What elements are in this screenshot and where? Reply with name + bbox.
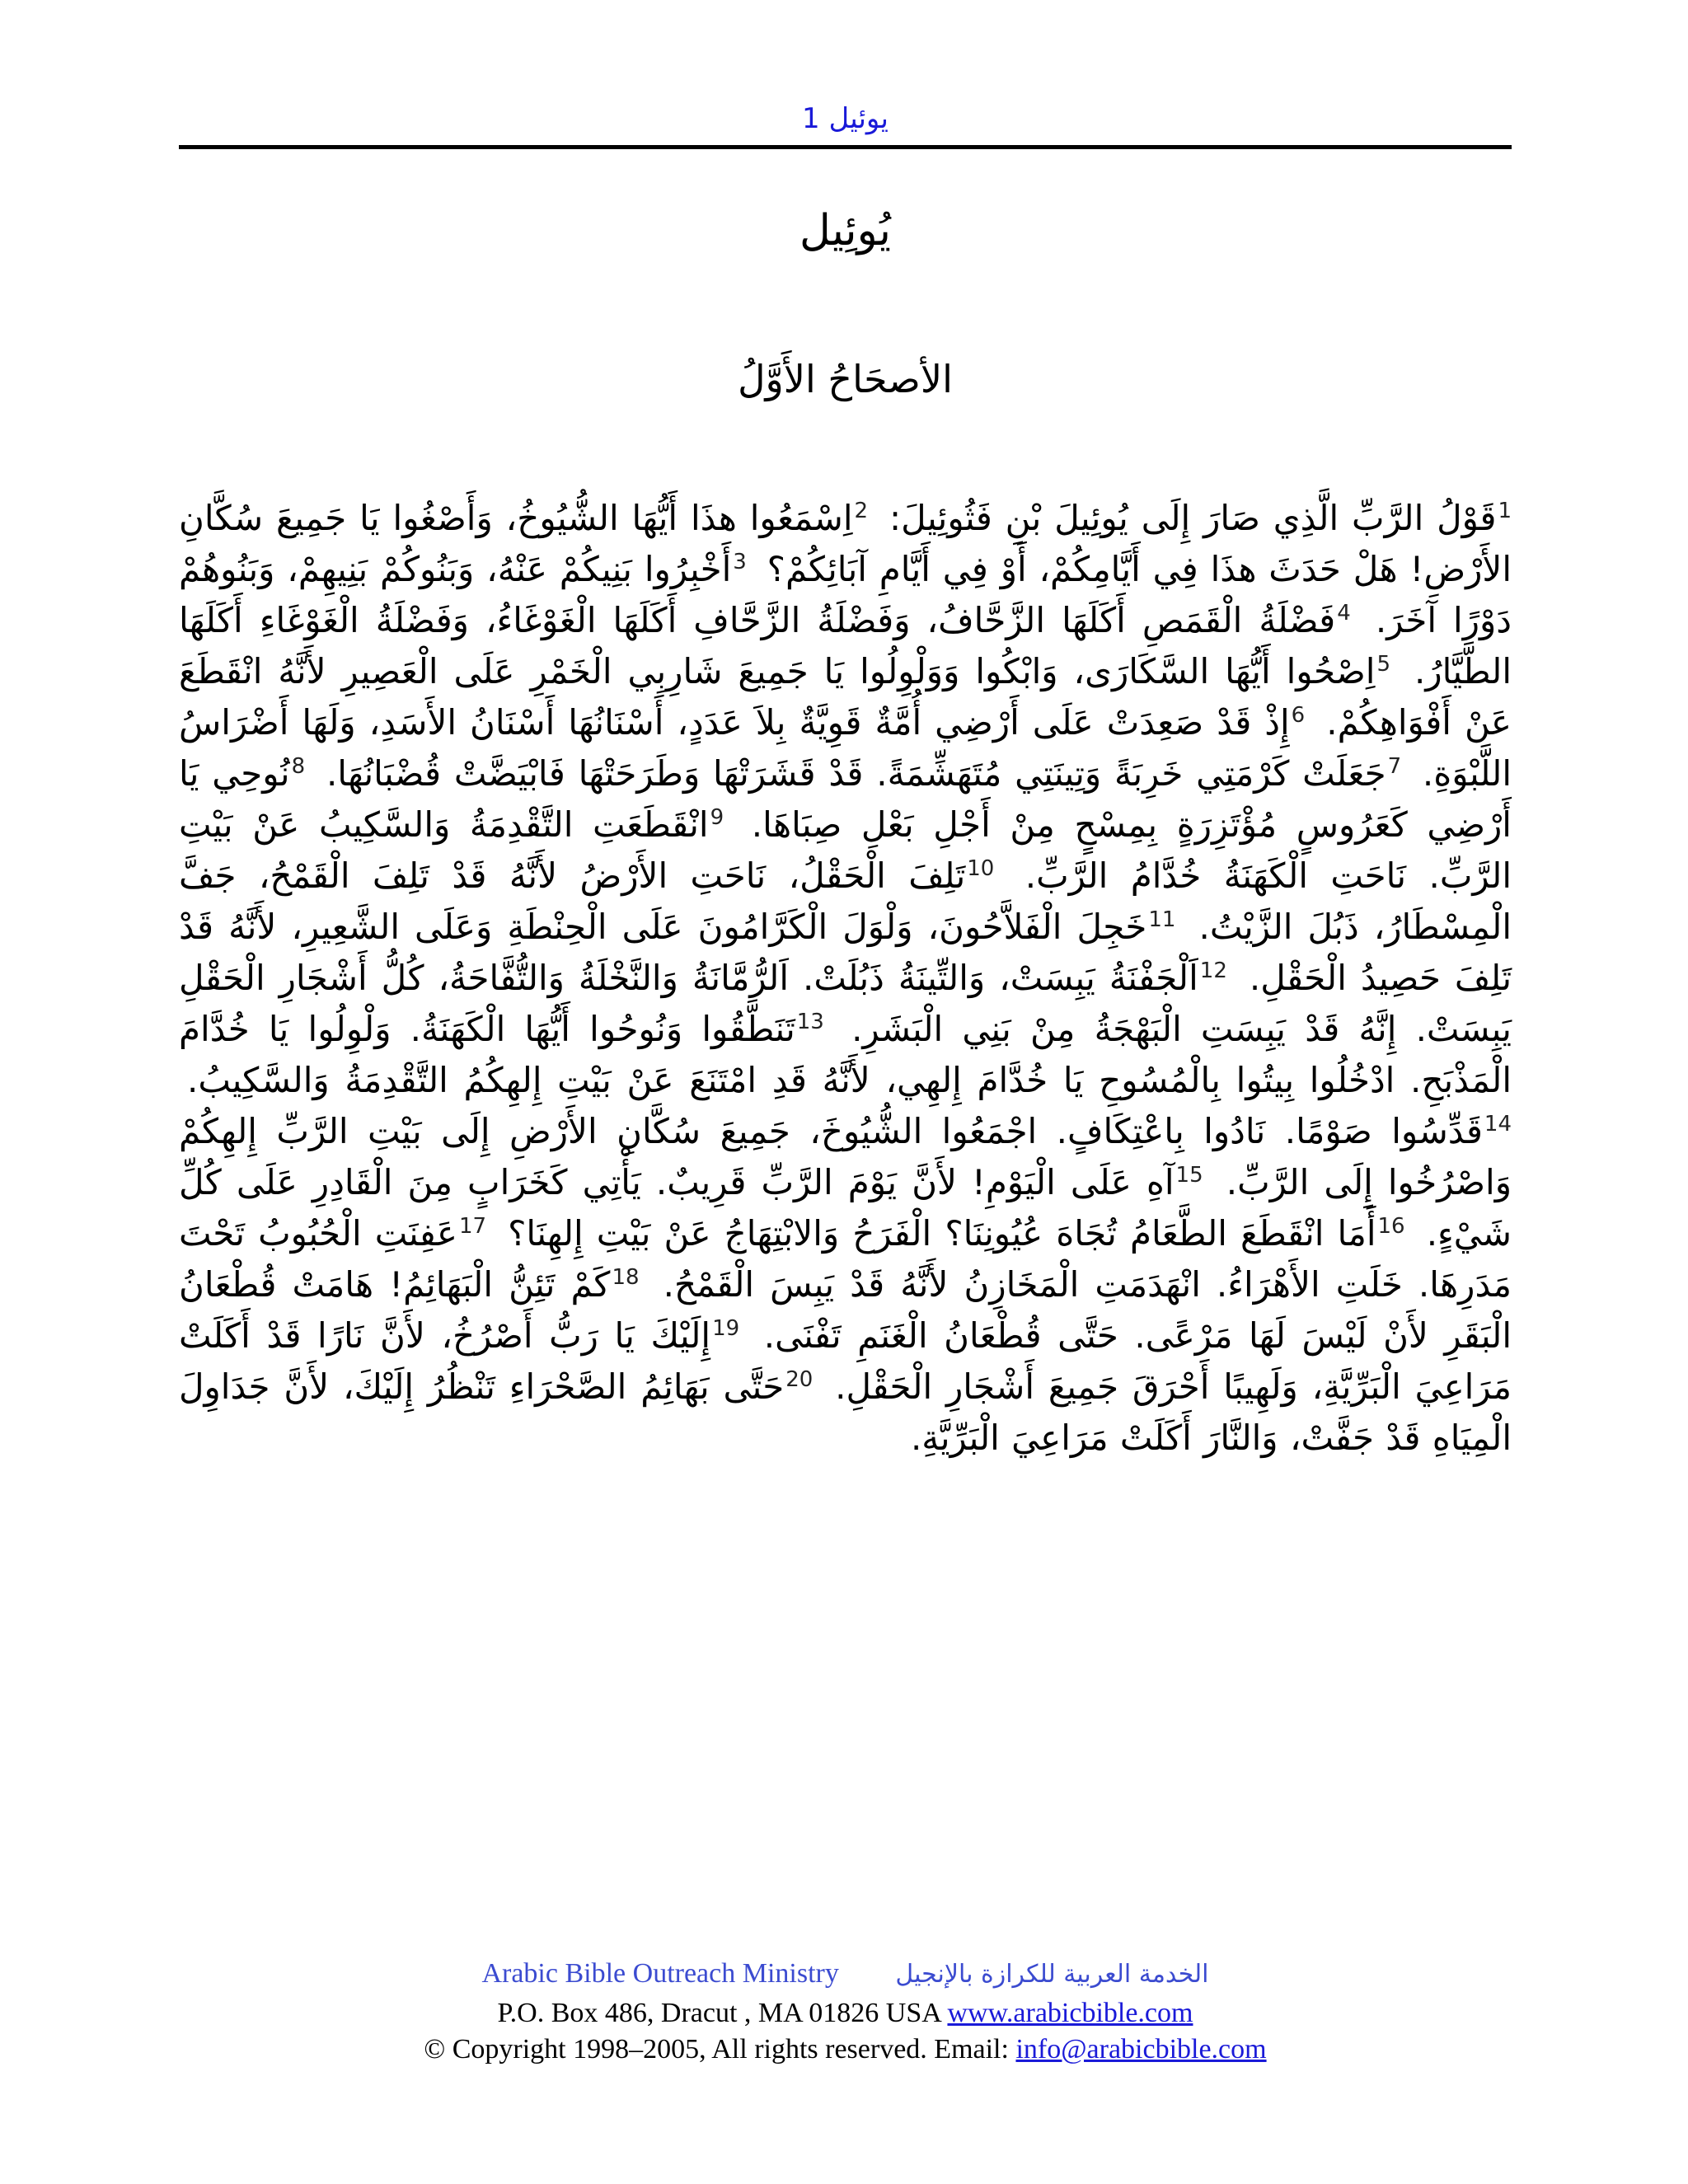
verse-text: عَفِنَتِ الْحُبُوبُ تَحْتَ مَدَرِهَا. خَلَتِ الأَهْرَاءُ. انْهَدَمَتِ الْمَخَازِنُ لأَنَّهُ قَدْ يَبِسَ الْقَمْحُ. [179, 1213, 1512, 1305]
verse-text: حَتَّى بَهَائِمُ الصَّحْرَاءِ تَنْظُرُ إِلَيْكَ، لأَنَّ جَدَاوِلَ الْمِيَاهِ قَدْ جَفَّتْ، وَالنَّارَ أَكَلَتْ مَرَاعِيَ الْبَرِّيَّةِ. [179, 1366, 1512, 1458]
running-header: يوئيل 1 [802, 102, 889, 135]
verse-number: 7 [1387, 754, 1402, 779]
website-link[interactable]: www.arabicbible.com [947, 1998, 1193, 2028]
verse-number: 8 [291, 754, 306, 779]
verse-text: كَمْ تَئِنُّ الْبَهَائِمُ! هَامَتْ قُطْعَانُ الْبَقَرِ لأَنْ لَيْسَ لَهَا مَرْعًى. حَتَّى قُطْعَانُ الْغَنَمِ تَفْنَى. [179, 1264, 1512, 1356]
header-divider [179, 145, 1512, 149]
verse-text: تَلِفَ الْحَقْلُ، نَاحَتِ الأَرْضُ لأَنَّهُ قَدْ تَلِفَ الْقَمْحُ، جَفَّ الْمِسْطَارُ، ذَبُلَ الزَّيْتُ. [179, 855, 1512, 947]
verse-number: 13 [796, 1010, 824, 1034]
verse-number: 18 [612, 1265, 640, 1290]
verse-text: آهِ عَلَى الْيَوْمِ! لأَنَّ يَوْمَ الرَّبِّ قَرِيبٌ. يَأْتِي كَخَرَابٍ مِنَ الْقَادِرِ عَلَى كُلِّ شَيْءٍ. [179, 1162, 1512, 1254]
verse-text: إِلَيْكَ يَا رَبُّ أَصْرُخُ، لأَنَّ نَارًا قَدْ أَكَلَتْ مَرَاعِيَ الْبَرِّيَّةِ، وَلَهِيبًا أَحْرَقَ جَمِيعَ أَشْجَارِ الْحَقْلِ. [179, 1315, 1512, 1407]
copyright-text: © Copyright 1998–2005, All rights reserved. Email: [424, 2034, 1009, 2064]
verse-text: اِسْمَعُوا هذَا أَيُّهَا الشُّيُوخُ، وَأَصْغُوا يَا جَمِيعَ سُكَّانِ الأَرْضِ! هَلْ حَدَثَ هذَا فِي أَيَّامِكُمْ، أَوْ فِي أَيَّامِ آبَائِكُمْ؟ [179, 498, 1512, 589]
verse [318, 753, 1401, 794]
verse [499, 1213, 1404, 1254]
verse-text: تَنَطَّقُوا وَنُوحُوا أَيُّهَا الْكَهَنَةُ. وَلْوِلُوا يَا خُدَّامَ الْمَذْبَحِ. ادْخُلُوا بِيتُوا بِالْمُسُوحِ يَا خُدَّامَ إِلهِي، لأَنَّهُ قَدِ امْتَنَعَ عَنْ بَيْتِ إِلهِكُمُ التَّقْدِمَةُ وَالسَّكِيبُ. [179, 1009, 1512, 1100]
verse-text: نُوحِي يَا أَرْضِي كَعَرُوسٍ مُؤْتَزِرَةٍ بِمِسْحٍ مِنْ أَجْلِ بَعْلِ صِبَاهَا. [179, 753, 1512, 845]
verse-number: 6 [1291, 703, 1306, 728]
book-title: يُوئِيل [799, 206, 891, 255]
verse-text: اَلْجَفْنَةُ يَبِسَتْ، وَالتِّينَةُ ذَبُلَتْ. اَلرُّمَّانَةُ وَالنَّخْلَةُ وَالتُّفَّاحَةُ، كُلُّ أَشْجَارِ الْحَقْلِ يَبِسَتْ. إِنَّهُ قَدْ يَبِسَتِ الْبَهْجَةُ مِنْ بَنِي الْبَشَرِ. [179, 958, 1512, 1049]
verse-number: 3 [733, 550, 747, 574]
postal-address: P.O. Box 486, Dracut , MA 01826 USA [497, 1998, 940, 2028]
footer-copyright-line [179, 2032, 1512, 2068]
verse-number: 11 [1148, 907, 1176, 932]
verse-text: انْقَطَعَتِ التَّقْدِمَةُ وَالسَّكِيبُ عَنْ بَيْتِ الرَّبِّ. نَاحَتِ الْكَهَنَةُ خُدَّامُ الرَّبِّ. [179, 804, 1512, 896]
verse-text: قَدِّسُوا صَوْمًا. نَادُوا بِاعْتِكَافٍ. اجْمَعُوا الشُّيُوخَ، جَمِيعَ سُكَّانِ الأَرْضِ إِلَى بَيْتِ الرَّبِّ إِلهِكُمْ وَاصْرُخُوا إِلَى الرَّبِّ. [179, 1111, 1512, 1202]
verse-number: 9 [710, 805, 724, 830]
org-name-english: Arabic Bible Outreach Ministry [481, 1958, 839, 1989]
verse-number: 10 [967, 856, 995, 881]
footer-address-line [179, 1995, 1512, 2032]
verse-text: قَوْلُ الرَّبِّ الَّذِي صَارَ إِلَى يُوئِيلَ بْنِ فَثُوئِيلَ: [889, 498, 1497, 538]
verse-text: أَمَا انْقَطَعَ الطَّعَامُ تُجَاهَ عُيُونِنَا؟ الْفَرَحُ وَالابْتِهَاجُ عَنْ بَيْتِ إِلهِنَا؟ [508, 1213, 1376, 1254]
verse-text: أَخْبِرُوا بَنِيكُمْ عَنْهُ، وَبَنُوكُمْ بَنِيهِمْ، وَبَنُوهُمْ دَوْرًا آخَرَ. [179, 549, 1512, 640]
verse-number: 12 [1199, 958, 1227, 983]
verse-number: 16 [1377, 1214, 1405, 1239]
verse-number: 14 [1484, 1112, 1512, 1137]
verse-number: 17 [458, 1214, 487, 1239]
verse-number: 5 [1376, 652, 1390, 677]
verse-number: 15 [1175, 1163, 1203, 1188]
verse-number: 4 [1337, 601, 1351, 626]
verse [881, 498, 1512, 538]
verse-text: اِصْحُوا أَيُّهَا السَّكَارَى، وَابْكُوا وَوَلْوِلُوا يَا جَمِيعَ شَارِبِي الْخَمْرِ عَلَى الْعَصِيرِ لأَنَّهُ انْقَطَعَ عَنْ أَفْوَاهِكُمْ. [179, 651, 1512, 743]
verse-number: 1 [1498, 499, 1512, 523]
verse-text: خَجِلَ الْفَلاَّحُونَ، وَلْوَلَ الْكَرَّامُونَ عَلَى الْحِنْطَةِ وَعَلَى الشَّعِيرِ، لأَنَّهُ قَدْ تَلِفَ حَصِيدُ الْحَقْلِ. [179, 907, 1512, 998]
verse-text: فَضْلَةُ الْقَمَصِ أَكَلَهَا الزَّحَّافُ، وَفَضْلَةُ الزَّحَّافِ أَكَلَهَا الْغَوْغَاءُ، وَفَضْلَةُ الْغَوْغَاءِ أَكَلَهَا الطَّيَّارُ. [179, 600, 1512, 691]
org-name-arabic: الخدمة العربية للكرازة بالإنجيل [895, 1960, 1209, 1989]
page-footer [179, 1953, 1512, 2068]
verse-number: 20 [785, 1367, 814, 1392]
verse-number: 2 [854, 499, 869, 523]
chapter-body [179, 493, 1512, 1464]
verse-text: إِذْ قَدْ صَعِدَتْ عَلَى أَرْضِي أُمَّةٌ قَوِيَّةٌ بِلاَ عَدَدٍ، أَسْنَانُهَا أَسْنَانُ الأَسَدِ، وَلَهَا أَضْرَاسُ اللَّبْوَةِ. [179, 702, 1512, 794]
email-link[interactable]: info@arabicbible.com [1015, 2034, 1267, 2064]
footer-org-line [179, 1953, 1512, 1995]
chapter-title: الأصحَاحُ الأَوَّلُ [738, 357, 953, 401]
verse-text: جَعَلَتْ كَرْمَتِي خَرِبَةً وَتِينَتِي مُتَهَشِّمَةً. قَدْ قَشَرَتْهَا وَطَرَحَتْهَا فَابْيَضَّتْ قُضْبَانُهَا. [326, 753, 1386, 794]
verse-number: 19 [712, 1316, 740, 1341]
